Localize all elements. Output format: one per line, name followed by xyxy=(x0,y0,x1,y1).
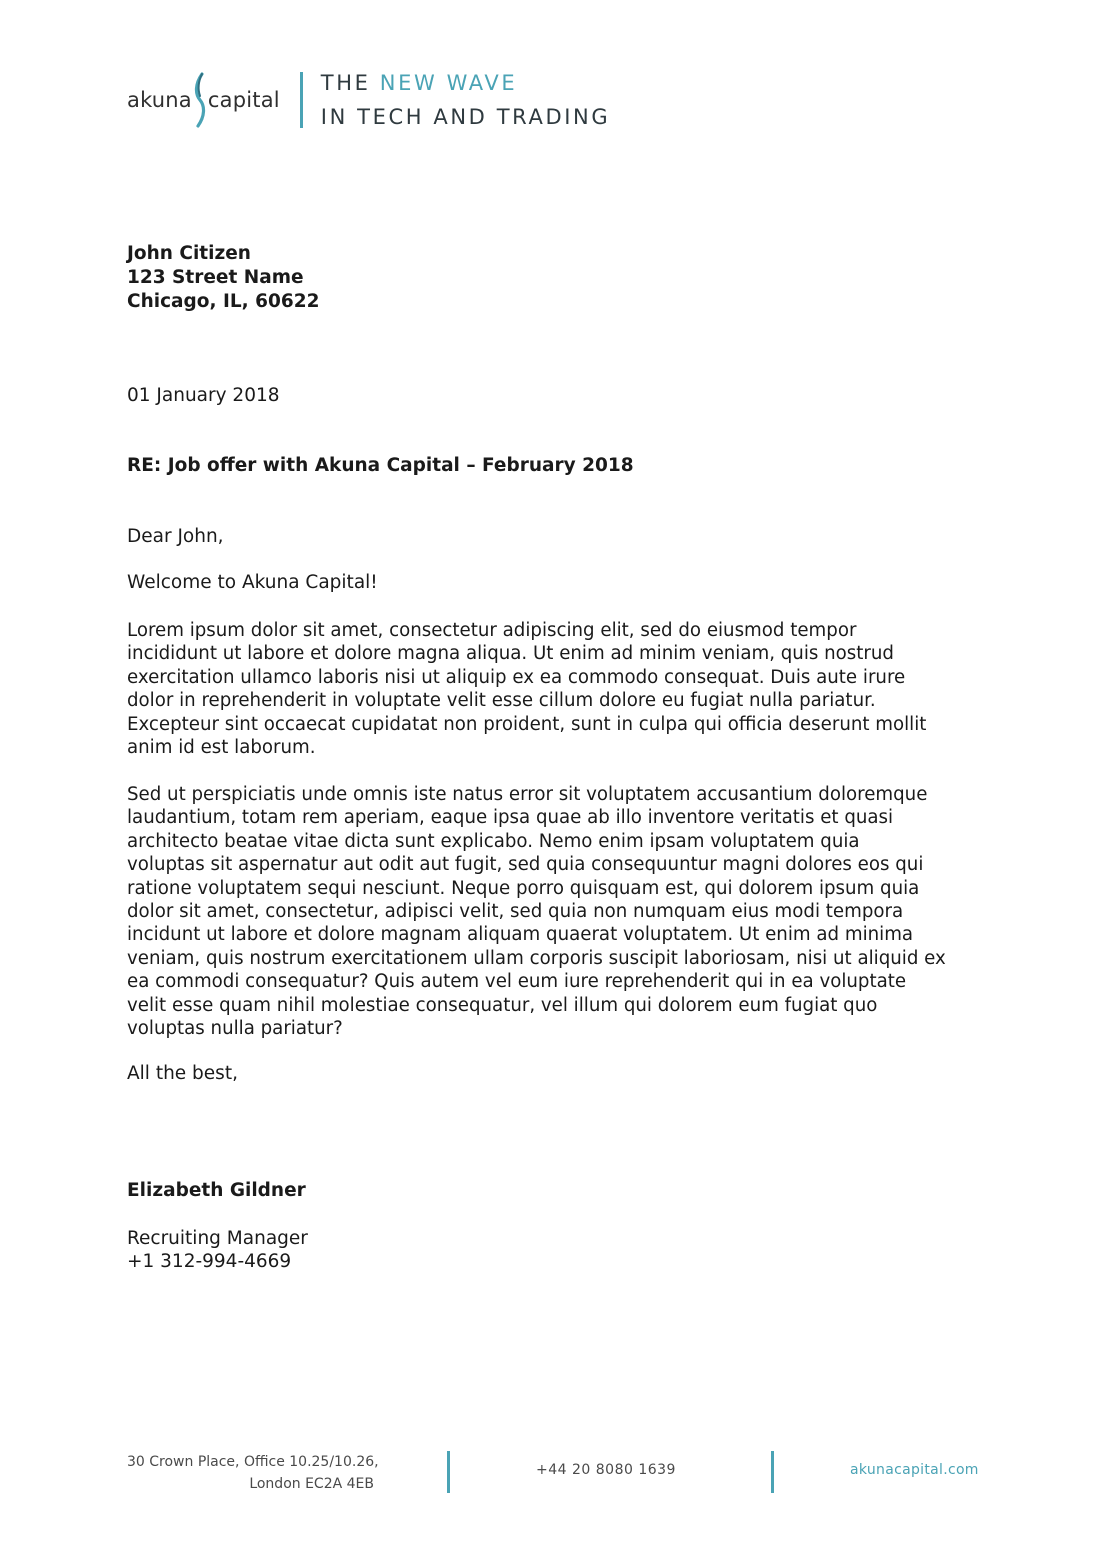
signer-details xyxy=(127,1227,308,1273)
paragraph-line: incidunt ut labore et dolore magnam aliquam quaerat voluptatem. Ut enim ad minima xyxy=(127,924,914,946)
tagline xyxy=(321,66,610,134)
welcome-line: Welcome to Akuna Capital! xyxy=(127,572,378,593)
paragraph-line: laudantium, totam rem aperiam, eaque ipsa quae ab illo inventore veritatis et quasi xyxy=(127,807,894,829)
footer-phone: +44 20 8080 1639 xyxy=(536,1462,676,1478)
paragraph-line: dolor sit amet, consectetur, adipisci velit, sed quia non numquam eius modi tempora xyxy=(127,901,904,923)
paragraph-line: ea commodi consequatur? Quis autem vel eum iure reprehenderit qui in ea voluptate xyxy=(127,971,907,993)
wave-s-icon xyxy=(193,72,207,128)
paragraph-line: exercitation ullamco laboris nisi ut aliquip ex ea commodo consequat. Duis aute irure xyxy=(127,666,906,688)
recipient-city: Chicago, IL, 60622 xyxy=(127,291,320,312)
body-paragraph-1 xyxy=(127,619,977,759)
footer-divider xyxy=(447,1451,450,1493)
footer-address xyxy=(127,1451,379,1495)
closing: All the best, xyxy=(127,1063,238,1084)
footer-website-link[interactable]: akunacapital.com xyxy=(850,1462,979,1478)
paragraph-line: Excepteur sint occaecat cupidatat non proident, sunt in culpa qui officia deserunt mollit xyxy=(127,713,927,735)
paragraph-line: anim id est laborum. xyxy=(127,737,316,759)
signer-title: Recruiting Manager xyxy=(127,1228,308,1249)
paragraph-line: Sed ut perspiciatis unde omnis iste natus error sit voluptatem accusantium doloremque xyxy=(127,784,928,805)
paragraph-line: Lorem ipsum dolor sit amet, consectetur adipiscing elit, sed do eiusmod tempor xyxy=(127,620,857,641)
company-logo xyxy=(127,70,280,130)
recipient-address xyxy=(127,242,319,314)
paragraph-line: ratione voluptatem sequi nesciunt. Neque porro quisquam est, qui dolorem ipsum quia xyxy=(127,877,920,899)
logo-text-right: capital xyxy=(207,88,280,112)
signer-name: Elizabeth Gildner xyxy=(127,1180,306,1201)
logo-text-left: akuna xyxy=(127,88,192,112)
header-divider xyxy=(300,72,303,128)
tagline-line-1 xyxy=(321,66,610,100)
letterhead xyxy=(127,70,610,130)
footer-address-line-1: 30 Crown Place, Office 10.25/10.26, xyxy=(127,1454,379,1470)
paragraph-line: veniam, quis nostrum exercitationem ullam corporis suscipit laboriosam, nisi ut aliquid ex xyxy=(127,947,946,969)
paragraph-line: voluptas nulla pariatur? xyxy=(127,1018,343,1040)
footer-address-line-2: London EC2A 4EB xyxy=(249,1476,374,1492)
tagline-line-2: IN TECH AND TRADING xyxy=(320,105,611,129)
recipient-name: John Citizen xyxy=(127,243,251,264)
signer-phone: +1 312-994-4669 xyxy=(127,1251,292,1272)
tagline-prefix: THE xyxy=(320,71,380,95)
recipient-street: 123 Street Name xyxy=(127,267,304,288)
letter-date: 01 January 2018 xyxy=(127,385,280,406)
tagline-accent: NEW WAVE xyxy=(379,71,518,95)
salutation: Dear John, xyxy=(127,526,224,547)
paragraph-line: velit esse quam nihil molestiae consequatur, vel illum qui dolorem eum fugiat quo xyxy=(127,994,878,1016)
paragraph-line: architecto beatae vitae dicta sunt explicabo. Nemo enim ipsam voluptatem quia xyxy=(127,830,860,852)
paragraph-line: voluptas sit aspernatur aut odit aut fugit, sed quia consequuntur magni dolores eos qui xyxy=(127,854,924,876)
body-paragraph-2 xyxy=(127,783,977,1040)
paragraph-line: incididunt ut labore et dolore magna aliqua. Ut enim ad minim veniam, quis nostrud xyxy=(127,643,894,665)
paragraph-line: dolor in reprehenderit in voluptate velit esse cillum dolore eu fugiat nulla pariatur. xyxy=(127,690,876,712)
footer-divider xyxy=(771,1451,774,1493)
letter-subject: RE: Job offer with Akuna Capital – February 2018 xyxy=(127,455,634,476)
